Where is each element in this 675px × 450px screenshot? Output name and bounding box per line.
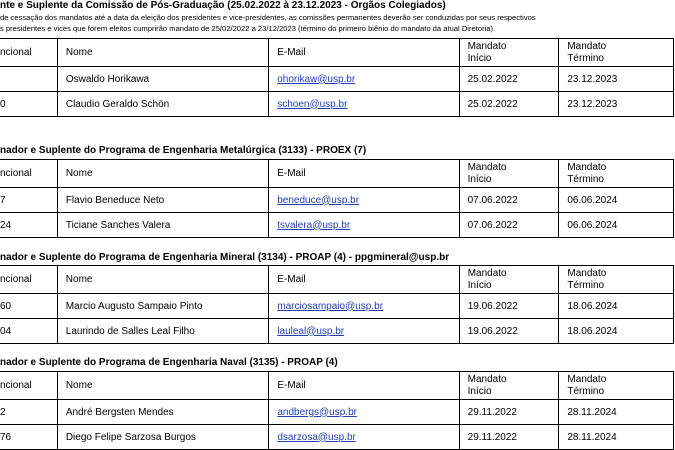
col-header-nome: Nome (57, 266, 268, 294)
col-header-email: E-Mail (269, 160, 459, 188)
cell-email (269, 92, 459, 117)
cell-funcional: 7 (0, 188, 57, 213)
col-header-email: E-Mail (269, 266, 459, 294)
cell-email (269, 294, 459, 319)
cell-funcional: 60 (0, 294, 57, 319)
col-header-inicio: Mandato Início (459, 39, 559, 67)
cell-nome: Oswaldo Horikawa (57, 67, 268, 92)
table-header-row (0, 39, 674, 67)
cell-inicio: 25.02.2022 (459, 92, 559, 117)
col-header-nome: Nome (57, 372, 269, 400)
section-title: nador e Suplente do Programa de Engenharia Naval (3135) - PROAP (4) (0, 357, 338, 368)
cell-email (269, 67, 459, 92)
email-link[interactable]: dsarzosa@usp.br (277, 431, 356, 443)
cell-nome: Diego Felipe Sarzosa Burgos (57, 425, 269, 450)
col-header-termino: Mandato Término (559, 39, 674, 67)
cell-funcional: 24 (0, 213, 57, 238)
table-row (0, 67, 674, 92)
table-row (0, 400, 674, 425)
cell-funcional: 2 (0, 400, 57, 425)
cell-inicio: 29.11.2022 (459, 400, 559, 425)
cell-email (269, 213, 459, 238)
members-table (0, 265, 674, 344)
cell-nome: Marcio Augusto Sampaio Pinto (57, 294, 268, 319)
cell-funcional (0, 67, 57, 92)
section-note-line: de cessação dos mandatos até a data da eleição dos presidentes e vice-presidentes, as comissões permanentes deverão ser conduzidas por seus respectivos (0, 13, 536, 22)
cell-inicio: 07.06.2022 (459, 188, 559, 213)
col-header-termino: Mandato Término (559, 160, 674, 188)
col-header-termino: Mandato Término (559, 372, 674, 400)
table-header-row (0, 160, 674, 188)
cell-termino: 06.06.2024 (559, 188, 674, 213)
cell-funcional: 76 (0, 425, 57, 450)
cell-inicio: 07.06.2022 (459, 213, 559, 238)
table-row (0, 188, 674, 213)
cell-email (269, 400, 459, 425)
section-title: nador e Suplente do Programa de Engenharia Metalúrgica (3133) - PROEX (7) (0, 145, 367, 156)
section-title: nte e Suplente da Comissão de Pós-Graduação (25.02.2022 à 23.12.2023 - Órgãos Colegiados) (0, 0, 446, 11)
cell-funcional: 0 (0, 92, 57, 117)
table-row (0, 319, 674, 344)
table-row (0, 425, 674, 450)
cell-termino: 06.06.2024 (559, 213, 674, 238)
table-row (0, 213, 674, 238)
col-header-funcional: ncional (0, 372, 57, 400)
table-header-row (0, 266, 674, 294)
col-header-funcional: ncional (0, 266, 57, 294)
cell-nome: Ticiane Sanches Valera (57, 213, 268, 238)
col-header-termino: Mandato Término (559, 266, 674, 294)
cell-termino: 23.12.2023 (559, 92, 674, 117)
cell-termino: 18.06.2024 (559, 294, 674, 319)
col-header-inicio: Mandato Início (459, 266, 559, 294)
cell-termino: 28.11.2024 (559, 400, 674, 425)
email-link[interactable]: ohorikaw@usp.br (277, 73, 356, 85)
col-header-nome: Nome (57, 160, 268, 188)
cell-inicio: 29.11.2022 (459, 425, 559, 450)
email-link[interactable]: marciosampaio@usp.br (277, 300, 384, 312)
cell-inicio: 19.06.2022 (459, 294, 559, 319)
members-table (0, 159, 674, 238)
cell-termino: 28.11.2024 (559, 425, 674, 450)
cell-nome: Claudio Geraldo Schön (57, 92, 268, 117)
email-link[interactable]: andbergs@usp.br (277, 406, 357, 418)
cell-nome: Flavio Beneduce Neto (57, 188, 268, 213)
cell-termino: 18.06.2024 (559, 319, 674, 344)
cell-nome: Laurindo de Salles Leal Filho (57, 319, 268, 344)
table-header-row (0, 372, 674, 400)
cell-funcional: 04 (0, 319, 57, 344)
table-row (0, 92, 674, 117)
cell-inicio: 19.06.2022 (459, 319, 559, 344)
col-header-nome: Nome (57, 39, 268, 67)
cell-nome: André Bergsten Mendes (57, 400, 269, 425)
col-header-funcional: ncional (0, 39, 57, 67)
col-header-email: E-Mail (269, 39, 459, 67)
email-link[interactable]: tsvalera@usp.br (277, 219, 351, 231)
cell-inicio: 25.02.2022 (459, 67, 559, 92)
email-link[interactable]: lauleal@usp.br (277, 325, 345, 337)
section-note-line: s presidentes e vices que forem eleitos cumprirão mandato de 25/02/2022 a 23/12/2023 (término do primeiro biênio do mandato da atual Diretoria). (0, 24, 496, 33)
table-row (0, 294, 674, 319)
email-link[interactable]: schoen@usp.br (277, 98, 348, 110)
cell-email (269, 319, 459, 344)
section-title: nador e Suplente do Programa de Engenharia Mineral (3134) - PROAP (4) - ppgmineral@usp.br (0, 252, 450, 263)
members-table (0, 371, 674, 450)
col-header-inicio: Mandato Início (459, 160, 559, 188)
cell-email (269, 425, 459, 450)
col-header-funcional: ncional (0, 160, 57, 188)
col-header-email: E-Mail (269, 372, 459, 400)
cell-termino: 23.12.2023 (559, 67, 674, 92)
members-table (0, 38, 674, 117)
cell-email (269, 188, 459, 213)
col-header-inicio: Mandato Início (459, 372, 559, 400)
email-link[interactable]: beneduce@usp.br (277, 194, 360, 206)
